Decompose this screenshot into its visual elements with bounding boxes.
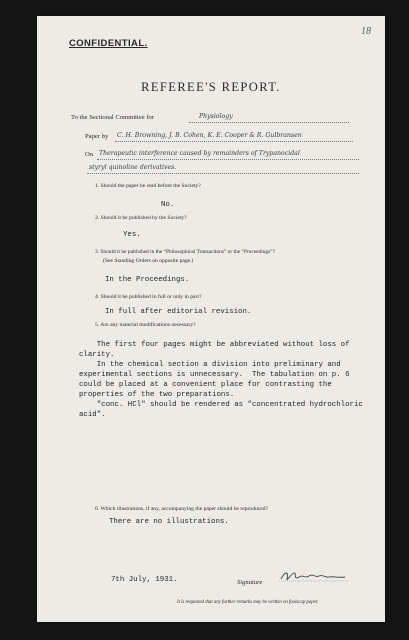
- subject-underline-1: [97, 159, 359, 160]
- report-title: REFEREE'S REPORT.: [141, 80, 281, 94]
- page-number: 18: [361, 26, 371, 37]
- question-3: 3. Should it be published in the “Philosophical Transactions” or the “Proceedings”?: [95, 249, 275, 255]
- answer-3: In the Proceedings.: [105, 276, 190, 284]
- signature-label: Signature: [237, 579, 263, 586]
- answer-4: In full after editorial revision.: [105, 308, 252, 316]
- authors-line: [115, 141, 353, 142]
- handwritten-signature: [279, 569, 349, 583]
- committee-value: Physiology: [199, 113, 233, 120]
- subject-line-1: Therapeutic interference caused by remainders of Trypanocidal: [99, 150, 300, 157]
- answer-2: Yes.: [123, 231, 141, 239]
- answer-1: No.: [161, 201, 175, 209]
- on-label: On: [85, 151, 94, 158]
- report-date: 7th July, 1931.: [111, 576, 178, 584]
- answer-6: There are no illustrations.: [109, 518, 229, 526]
- question-4: 4. Should it be published in full or only in part?: [95, 294, 202, 300]
- committee-line: [189, 122, 349, 123]
- footer-note: It is requested that any further remarks may be written on foolscap paper.: [177, 600, 319, 605]
- authors-value: C. H. Browning, J. B. Cohen, K. E. Cooper & R. Gulbransen: [117, 132, 302, 139]
- question-2: 2. Should it be published by the Society?: [95, 215, 187, 221]
- question-5: 5. Are any material modifications necessary?: [95, 322, 196, 328]
- subject-line-2: styryl quinoline derivatives.: [89, 164, 177, 171]
- confidential-heading: CONFIDENTIAL.: [69, 38, 148, 49]
- modifications-text: The first four pages might be abbreviated without loss of clarity. In the chemical section a division into preliminary and experimental sections is unnecessary. The tabulation on p. 6 could be placed at a convenient place for contrasting the properties of the two preparations. "conc. HCl" should be rendered as "concentrated hydrochloric acid".: [79, 341, 363, 419]
- committee-label: To the Sectional Committee for: [71, 114, 155, 121]
- paper-by-label: Paper by: [85, 133, 109, 140]
- referee-report-document: [37, 16, 385, 622]
- subject-underline-2: [87, 173, 359, 174]
- question-6: 6. Which illustrations, if any, accompanying the paper should be reproduced?: [95, 506, 269, 512]
- question-3-note: (See Standing Orders on opposite page.): [103, 258, 194, 264]
- question-1: 1. Should the paper be read before the Society?: [95, 183, 201, 189]
